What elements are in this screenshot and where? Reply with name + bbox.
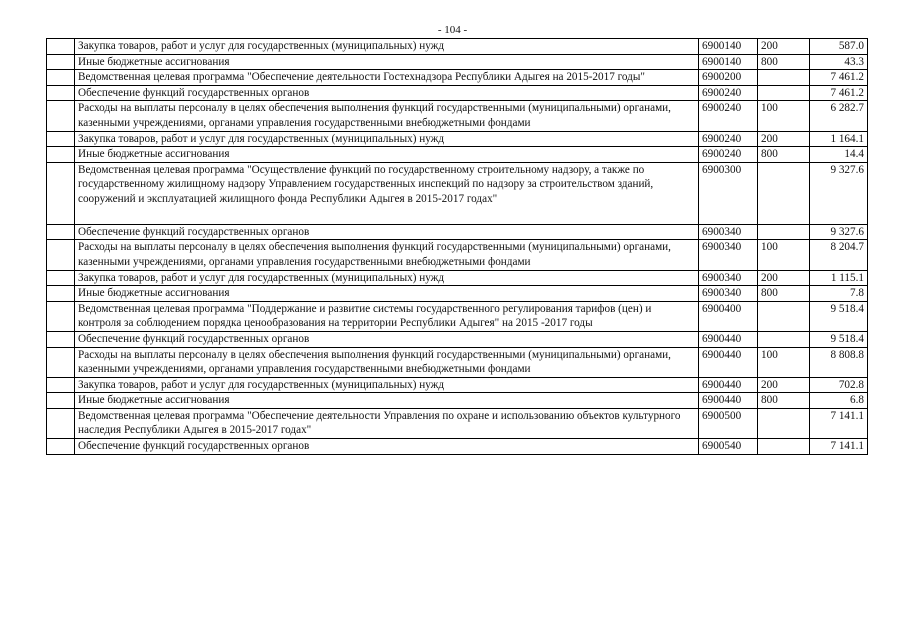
row-name: Обеспечение функций государственных органов — [75, 439, 699, 455]
row-name: Ведомственная целевая программа "Поддержание и развитие системы государственного регулирования тарифов (цен) и контроля за соблюдением порядка ценообразования на территории Республики Адыгея" на 2015 -2017 годы — [75, 301, 699, 331]
row-vr: 100 — [758, 347, 810, 377]
row-amount: 702.8 — [810, 377, 868, 393]
row-code: 6900300 — [699, 162, 758, 224]
row-code: 6900240 — [699, 131, 758, 147]
row-code: 6900340 — [699, 286, 758, 302]
table-row — [47, 331, 868, 347]
row-name: Обеспечение функций государственных органов — [75, 331, 699, 347]
row-name: Закупка товаров, работ и услуг для государственных (муниципальных) нужд — [75, 377, 699, 393]
row-vr: 800 — [758, 286, 810, 302]
row-code: 6900240 — [699, 147, 758, 163]
row-code: 6900240 — [699, 85, 758, 101]
table-row — [47, 270, 868, 286]
table-row — [47, 439, 868, 455]
table-row — [47, 147, 868, 163]
row-vr — [758, 331, 810, 347]
row-code: 6900440 — [699, 377, 758, 393]
row-amount: 1 164.1 — [810, 131, 868, 147]
table-row — [47, 393, 868, 409]
row-amount: 7 461.2 — [810, 70, 868, 86]
row-amount: 1 115.1 — [810, 270, 868, 286]
row-amount: 587.0 — [810, 39, 868, 55]
row-vr — [758, 439, 810, 455]
row-name: Ведомственная целевая программа "Осуществление функций по государственному строительному надзору, а также по государственному жилищному надзору Управлением государственных инспекций по надзору за строительством зданий, сооружений и эксплуатацией жилищного фонда Республики Адыгея в 2015-2017 годах" — [75, 162, 699, 224]
row-code: 6900500 — [699, 408, 758, 438]
row-amount: 14.4 — [810, 147, 868, 163]
row-code: 6900140 — [699, 54, 758, 70]
row-amount: 9 327.6 — [810, 224, 868, 240]
row-name: Ведомственная целевая программа "Обеспечение деятельности Управления по охране и использованию объектов культурного наследия Республики Адыгея в 2015-2017 годах" — [75, 408, 699, 438]
row-amount: 7 461.2 — [810, 85, 868, 101]
row-amount: 6 282.7 — [810, 101, 868, 131]
row-vr — [758, 408, 810, 438]
row-amount: 6.8 — [810, 393, 868, 409]
row-name: Иные бюджетные ассигнования — [75, 147, 699, 163]
row-vr: 200 — [758, 131, 810, 147]
table-row — [47, 162, 868, 224]
row-name: Расходы на выплаты персоналу в целях обеспечения выполнения функций государственными (муниципальными) органами, казенными учреждениями, органами управления государственными внебюджетными фондами — [75, 240, 699, 270]
row-vr: 200 — [758, 39, 810, 55]
table-row — [47, 408, 868, 438]
row-vr — [758, 162, 810, 224]
table-row — [47, 54, 868, 70]
row-name: Расходы на выплаты персоналу в целях обеспечения выполнения функций государственными (муниципальными) органами, казенными учреждениями, органами управления государственными внебюджетными фондами — [75, 101, 699, 131]
row-vr: 800 — [758, 147, 810, 163]
row-amount: 8 808.8 — [810, 347, 868, 377]
row-code: 6900340 — [699, 240, 758, 270]
row-vr: 800 — [758, 393, 810, 409]
row-code: 6900340 — [699, 224, 758, 240]
row-code: 6900140 — [699, 39, 758, 55]
row-name: Закупка товаров, работ и услуг для государственных (муниципальных) нужд — [75, 270, 699, 286]
row-vr: 800 — [758, 54, 810, 70]
table-row — [47, 39, 868, 55]
row-name: Закупка товаров, работ и услуг для государственных (муниципальных) нужд — [75, 131, 699, 147]
row-amount: 9 518.4 — [810, 301, 868, 331]
row-amount: 7 141.1 — [810, 439, 868, 455]
row-name: Иные бюджетные ассигнования — [75, 54, 699, 70]
row-code: 6900340 — [699, 270, 758, 286]
row-code: 6900240 — [699, 101, 758, 131]
row-code: 6900540 — [699, 439, 758, 455]
row-vr: 100 — [758, 101, 810, 131]
table-row — [47, 85, 868, 101]
budget-table — [46, 38, 868, 455]
row-name: Расходы на выплаты персоналу в целях обеспечения выполнения функций государственными (муниципальными) органами, казенными учреждениями, органами управления государственными внебюджетными фондами — [75, 347, 699, 377]
row-amount: 43.3 — [810, 54, 868, 70]
row-name: Закупка товаров, работ и услуг для государственных (муниципальных) нужд — [75, 39, 699, 55]
row-amount: 7 141.1 — [810, 408, 868, 438]
row-amount: 7.8 — [810, 286, 868, 302]
row-vr — [758, 85, 810, 101]
row-amount: 9 327.6 — [810, 162, 868, 224]
page-number: - 104 - — [437, 24, 468, 36]
row-amount: 9 518.4 — [810, 331, 868, 347]
table-row — [47, 224, 868, 240]
table-row — [47, 70, 868, 86]
row-code: 6900440 — [699, 331, 758, 347]
row-vr — [758, 70, 810, 86]
row-vr — [758, 224, 810, 240]
table-row — [47, 286, 868, 302]
row-vr — [758, 301, 810, 331]
row-amount: 8 204.7 — [810, 240, 868, 270]
table-row — [47, 377, 868, 393]
row-name: Ведомственная целевая программа "Обеспечение деятельности Гостехнадзора Республики Адыгея на 2015-2017 годы" — [75, 70, 699, 86]
row-name: Обеспечение функций государственных органов — [75, 224, 699, 240]
table-row — [47, 301, 868, 331]
row-vr: 200 — [758, 377, 810, 393]
row-code: 6900200 — [699, 70, 758, 86]
row-name: Обеспечение функций государственных органов — [75, 85, 699, 101]
table-row — [47, 347, 868, 377]
row-name: Иные бюджетные ассигнования — [75, 393, 699, 409]
row-code: 6900440 — [699, 347, 758, 377]
row-code: 6900400 — [699, 301, 758, 331]
row-name: Иные бюджетные ассигнования — [75, 286, 699, 302]
table-row — [47, 131, 868, 147]
row-vr: 100 — [758, 240, 810, 270]
row-code: 6900440 — [699, 393, 758, 409]
table-row — [47, 101, 868, 131]
row-vr: 200 — [758, 270, 810, 286]
table-row — [47, 240, 868, 270]
